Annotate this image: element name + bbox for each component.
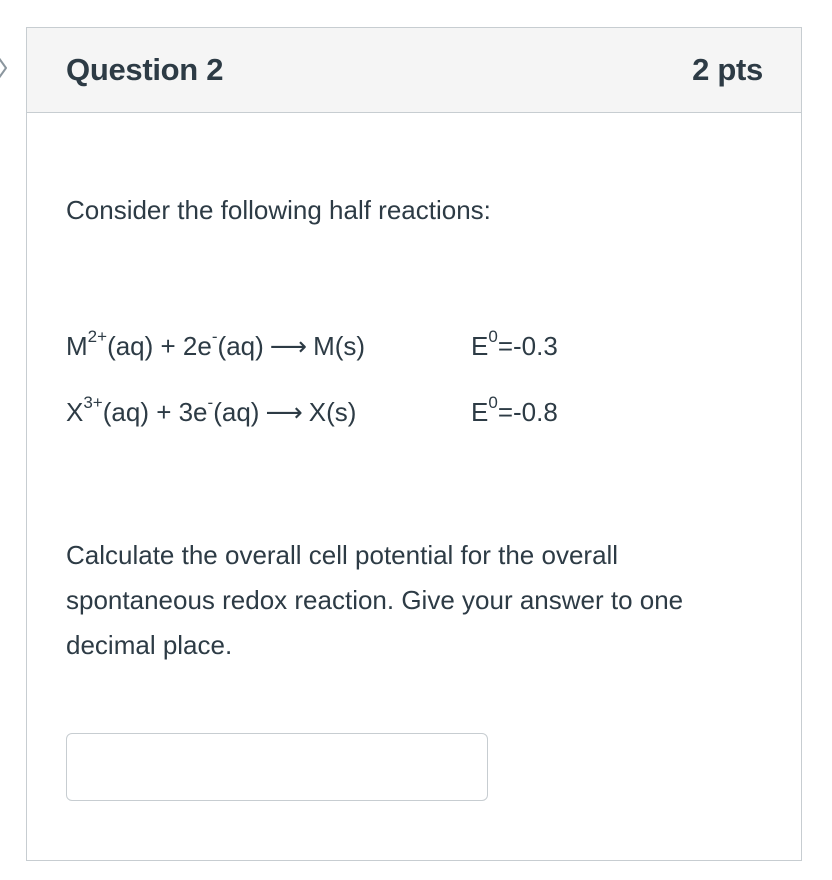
question-title: Question 2 [66, 52, 224, 87]
standard-potential [471, 327, 558, 362]
potential-value: =-0.3 [497, 331, 558, 361]
reaction-arrow: ⟶ [269, 331, 308, 361]
question-prompt: Calculate the overall cell potential for the overall spontaneous redox reaction. Give your answer to one decimal place. [66, 540, 684, 660]
reaction-arrow: ⟶ [265, 397, 303, 427]
potential-superscript: 0 [488, 393, 498, 413]
standard-potential [471, 393, 558, 428]
reactant-charge: 3+ [83, 393, 103, 413]
reactant-species: M [66, 331, 88, 361]
question-card [26, 27, 802, 861]
reaction-equation [66, 327, 366, 362]
reactant-rest: (aq) + 3e [102, 397, 208, 427]
electron-phase: (aq) [217, 331, 264, 361]
electron-charge: - [211, 327, 218, 347]
answer-input[interactable] [66, 733, 488, 801]
potential-value: =-0.8 [497, 397, 558, 427]
potential-symbol: E [471, 331, 489, 361]
electron-charge: - [207, 393, 214, 413]
electron-phase: (aq) [213, 397, 260, 427]
reaction-product: M(s) [313, 331, 366, 361]
reactant-rest: (aq) + 2e [107, 331, 212, 361]
potential-superscript: 0 [488, 327, 498, 347]
question-points: 2 pts [692, 52, 763, 87]
flag-question-icon[interactable] [0, 50, 8, 86]
reaction-equation [66, 393, 357, 428]
half-reaction-1 [66, 327, 558, 371]
reactant-charge: 2+ [87, 327, 108, 347]
question-intro: Consider the following half reactions: [66, 195, 491, 225]
question-header [27, 28, 801, 113]
reactant-species: X [66, 397, 84, 427]
reaction-product: X(s) [308, 397, 357, 427]
potential-symbol: E [471, 397, 489, 427]
half-reaction-2 [66, 393, 558, 437]
